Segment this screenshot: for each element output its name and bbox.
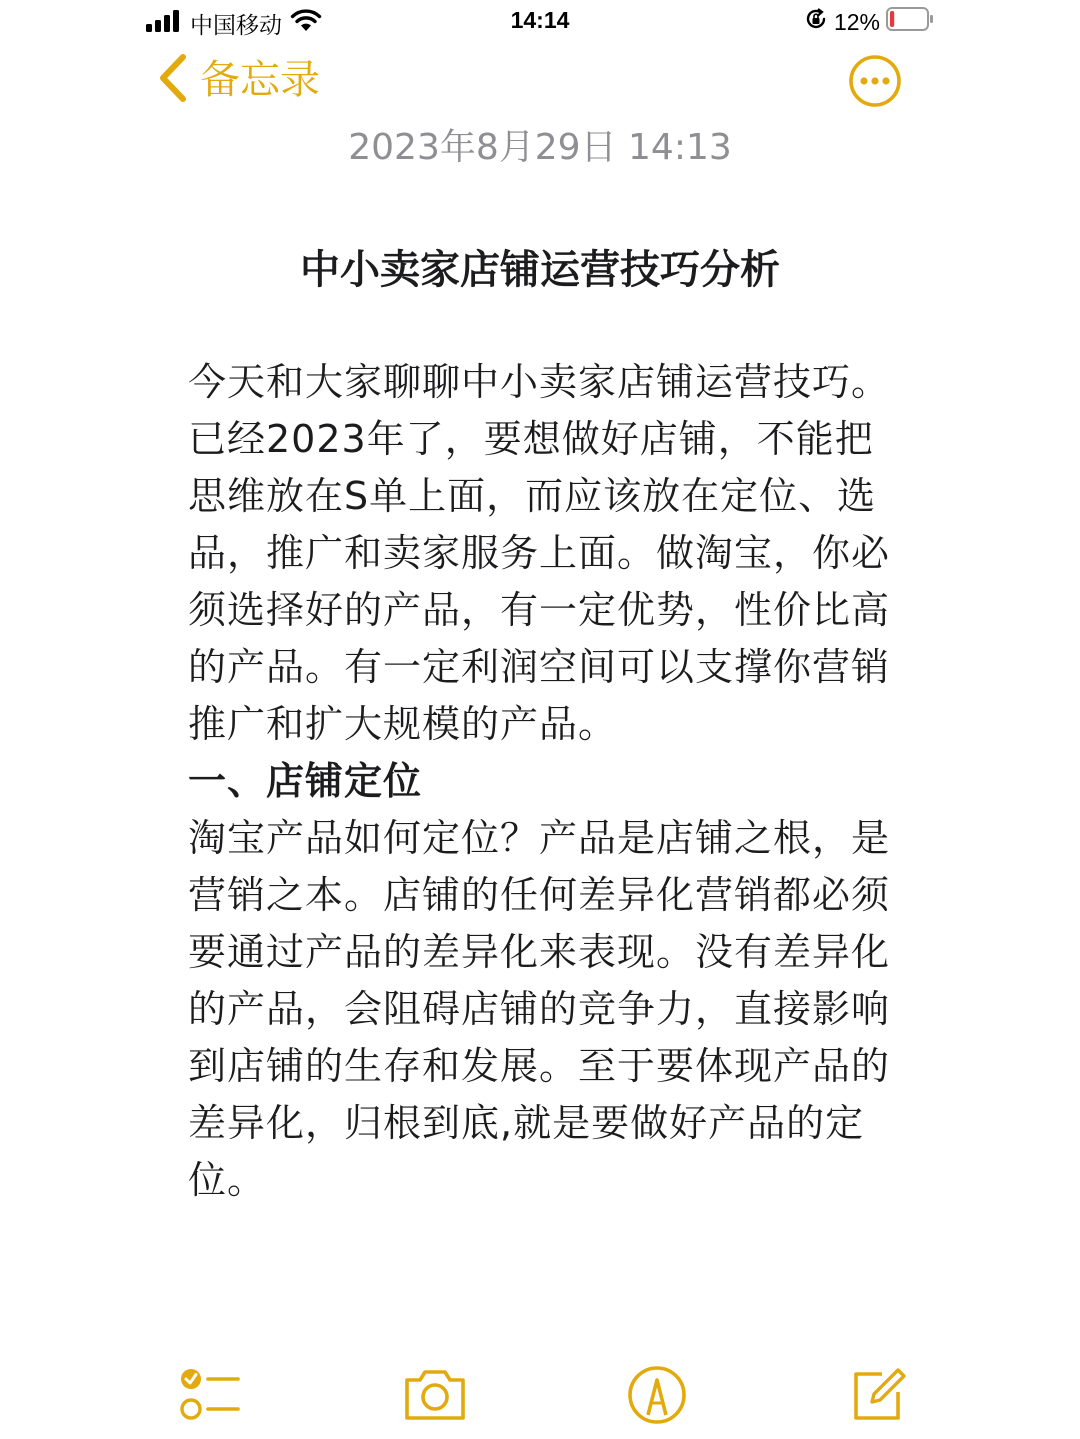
more-icon	[848, 93, 902, 112]
chevron-left-icon	[158, 53, 188, 107]
bottom-toolbar	[0, 1360, 1080, 1430]
battery-icon	[886, 7, 934, 37]
battery-percent: 12%	[833, 8, 880, 35]
orientation-lock-icon	[804, 7, 828, 37]
markup-icon	[622, 1415, 692, 1434]
nav-bar	[0, 50, 1080, 112]
note-title[interactable]: 中小卖家店铺运营技巧分析	[300, 247, 780, 293]
note-body[interactable]	[188, 354, 908, 1209]
compose-button[interactable]	[842, 1360, 912, 1430]
more-button[interactable]	[848, 54, 902, 108]
note-paragraph: 今天和大家聊聊中小卖家店铺运营技巧。已经2023年了，要想做好店铺，不能把思维放在S单上面，而应该放在定位、选品，推广和卖家服务上面。做淘宝，你必须选择好的产品，有一定优势，性价比高的产品。有一定利润空间可以支撑你营销推广和扩大规模的产品。	[188, 360, 891, 746]
checklist-button[interactable]	[176, 1360, 246, 1430]
camera-icon	[400, 1415, 470, 1434]
compose-icon	[842, 1415, 912, 1434]
note-paragraph: 淘宝产品如何定位？产品是店铺之根，是营销之本。店铺的任何差异化营销都必须要通过产品的差异化来表现。没有差异化的产品，会阻碍店铺的竞争力，直接影响到店铺的生存和发展。至于要体现产品的差异化，归根到底,就是要做好产品的定位。	[188, 816, 891, 1202]
checklist-icon	[176, 1415, 246, 1434]
back-label: 备忘录	[200, 57, 320, 103]
carrier-label: 中国移动	[190, 12, 282, 38]
note-section-heading: 一、店铺定位	[188, 759, 423, 803]
camera-button[interactable]	[400, 1360, 470, 1430]
status-right	[804, 7, 934, 37]
note-date: 2023年8月29日 14:13	[348, 127, 732, 168]
back-button[interactable]	[158, 52, 320, 108]
status-bar	[0, 0, 1080, 42]
markup-button[interactable]	[622, 1360, 692, 1430]
status-time: 14:14	[510, 7, 570, 33]
